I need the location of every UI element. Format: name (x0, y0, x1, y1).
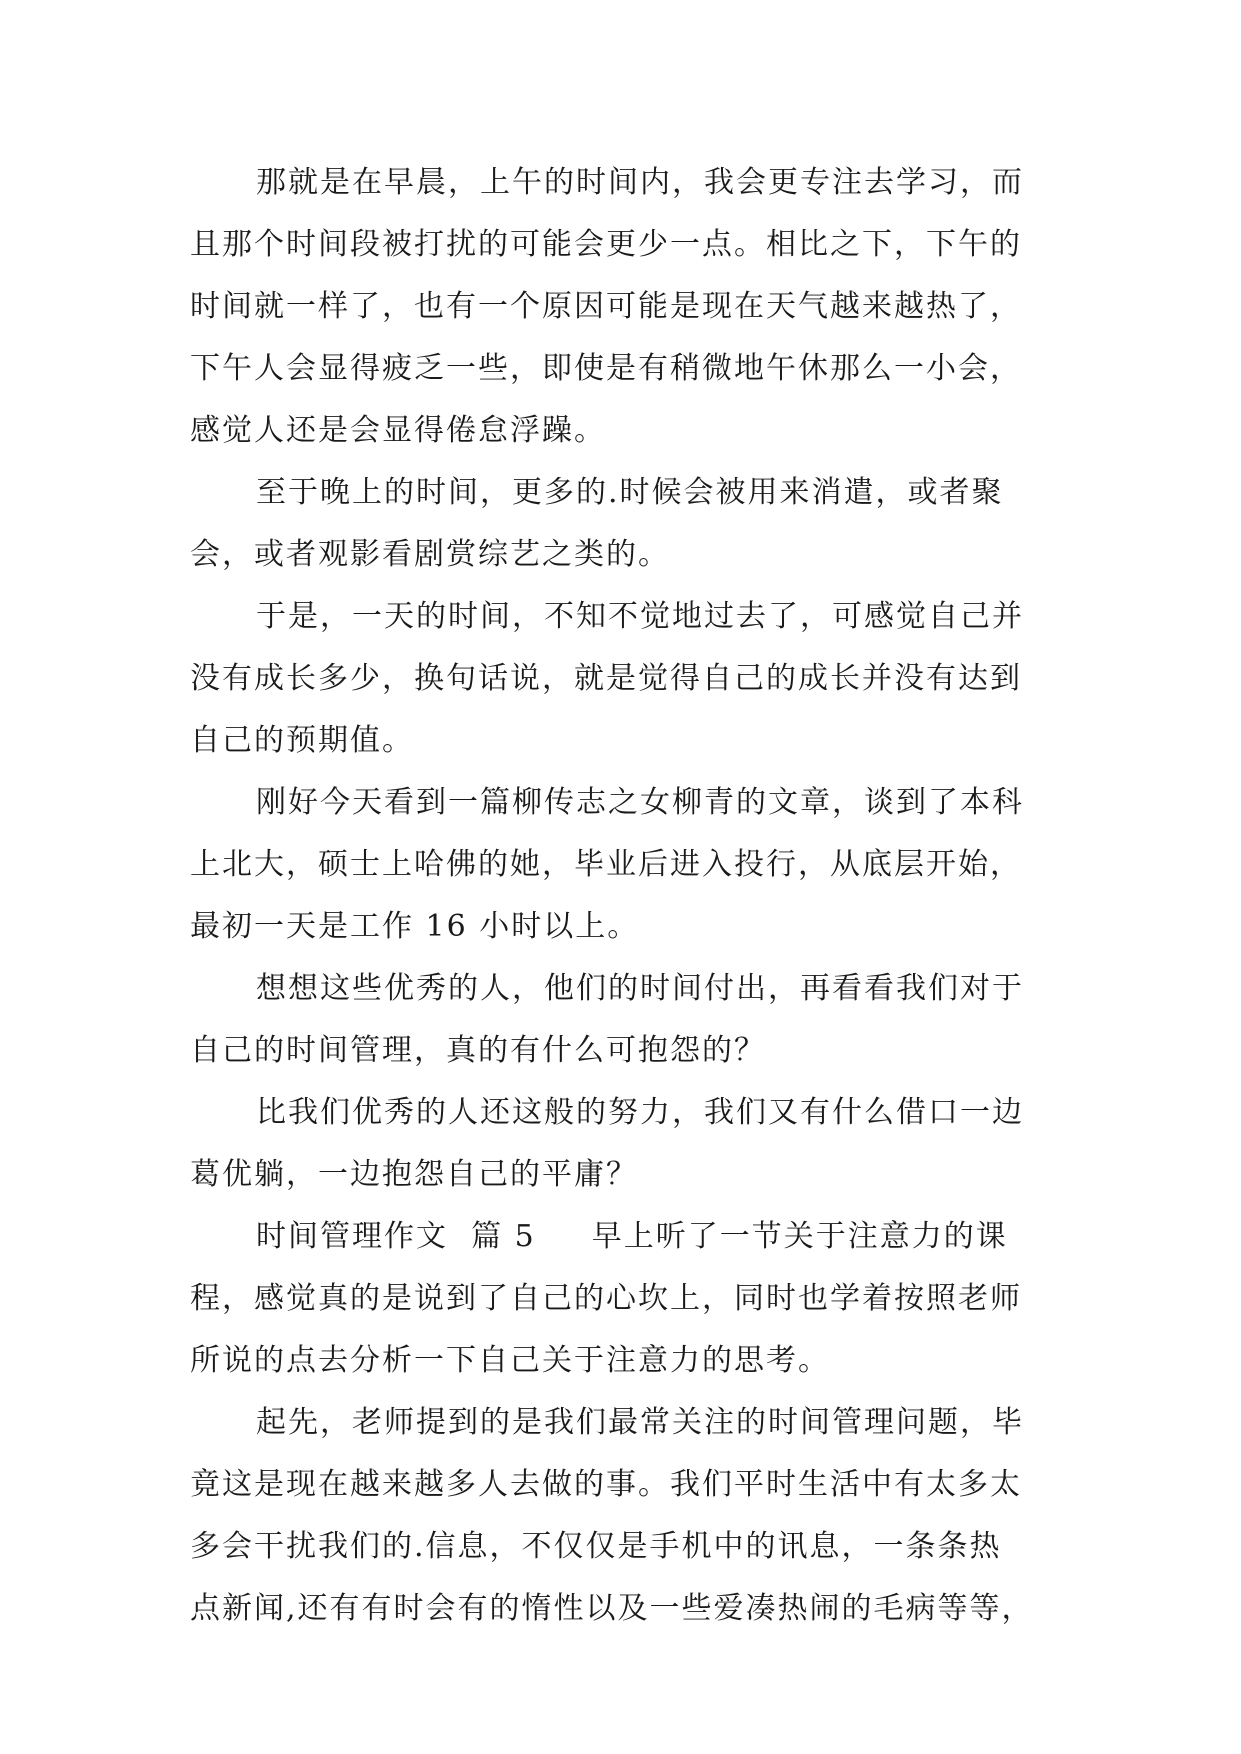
text-line: 比我们优秀的人还这般的努力，我们又有什么借口一边 (256, 1095, 1024, 1130)
text-line: 没有成长多少，换句话说，就是觉得自己的成长并没有达到 (190, 661, 1022, 696)
text-line: 上北大，硕士上哈佛的她，毕业后进入投行，从底层开始， (190, 847, 1022, 882)
text-line: 最初一天是工作 16 小时以上。 (190, 909, 640, 944)
text-line: 点新闻,还有有时会有的惰性以及一些爱凑热闹的毛病等等， (190, 1591, 1034, 1626)
paragraph-5 (190, 958, 1062, 1082)
paragraph-1 (190, 152, 1062, 462)
section-heading: 时间管理作文 篇 5 (256, 1219, 536, 1254)
text-line: 所说的点去分析一下自己关于注意力的思考。 (190, 1343, 830, 1378)
text-line: 刚好今天看到一篇柳传志之女柳青的文章，谈到了本科 (256, 785, 1024, 820)
text-line: 会，或者观影看剧赏综艺之类的。 (190, 537, 670, 572)
paragraph-7 (190, 1206, 1062, 1392)
text-line: 自己的预期值。 (190, 723, 414, 758)
paragraph-3 (190, 586, 1062, 772)
text-line: 时间就一样了，也有一个原因可能是现在天气越来越热了， (190, 289, 1022, 324)
paragraph-4 (190, 772, 1062, 958)
text-line: 竟这是现在越来越多人去做的事。我们平时生活中有太多太 (190, 1467, 1022, 1502)
text-line: 感觉人还是会显得倦怠浮躁。 (190, 413, 606, 448)
text-line: 想想这些优秀的人，他们的时间付出，再看看我们对于 (256, 971, 1024, 1006)
text-line: 且那个时间段被打扰的可能会更少一点。相比之下，下午的 (190, 227, 1022, 262)
text-line: 起先，老师提到的是我们最常关注的时间管理问题，毕 (256, 1405, 1024, 1440)
paragraph-2 (190, 462, 1062, 586)
text-line: 于是，一天的时间，不知不觉地过去了，可感觉自己并 (256, 599, 1024, 634)
paragraph-8 (190, 1392, 1062, 1640)
text-line: 自己的时间管理，真的有什么可抱怨的？ (190, 1033, 766, 1068)
text-line: 程，感觉真的是说到了自己的心坎上，同时也学着按照老师 (190, 1281, 1022, 1316)
text-line: 葛优躺，一边抱怨自己的平庸？ (190, 1157, 638, 1192)
text-line (190, 1206, 1062, 1268)
text-line: 多会干扰我们的.信息，不仅仅是手机中的讯息，一条条热 (190, 1529, 1002, 1564)
text-fragment: 早上听了一节关于注意力的课 (591, 1219, 1008, 1254)
text-line: 下午人会显得疲乏一些，即使是有稍微地午休那么一小会， (190, 351, 1022, 386)
article-body (190, 152, 1062, 1640)
text-line: 那就是在早晨，上午的时间内，我会更专注去学习，而 (256, 165, 1024, 200)
paragraph-6 (190, 1082, 1062, 1206)
text-line: 至于晚上的时间，更多的.时候会被用来消遣，或者聚 (256, 475, 1004, 510)
